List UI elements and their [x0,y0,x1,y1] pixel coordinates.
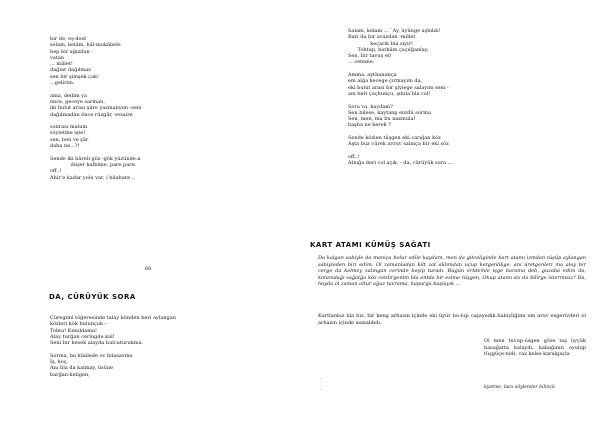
poem-line: daha ne...?! [50,143,80,150]
poem-line: Alnığa deri col açık, - da, cürüyük sora .... [348,160,454,167]
stanza [50,156,142,181]
poem-line: ...gelirim. [50,80,75,87]
poem-line: Barı da bir avazdan -millet [348,34,416,41]
poem-line: Sende közlen tüşgen eki carığan köz [348,135,441,142]
poem-line: közleri kök bulunçuk - [50,321,107,328]
stanza [348,135,454,148]
poem-line: İş, koç, [50,359,69,366]
body-paragraph-side: Ol men tuvup-ösgen göze taş üyçük basağatta kalaydı, kabağının oyulup tüşgüçe-nidi, caz kelse karalgaçla [484,338,586,358]
poem-line: Sen, bir tavuş et! [348,53,392,60]
stanza [348,28,454,66]
poem-line: Amma, aythanımça [348,72,397,79]
intro-paragraph: Da kalgan sabiyle da meniça bolur edile kaydam, men da gitceliginde kart atamı izmdan tüşüp aylangan sabiyleden biri edim. Ol zamanladan kilt zat aklımdan uçup ketgenlikge, anı üretgenleri ma alay bir cerge da kelmey salıngan cerinde beşip turadı. Bugün ertdemle işge barama deb, guzaba edim da, kolumdağı sağatğa köz cetdirgenim bla entda bir esime tüşgen, Okup atamı siz da bilirge istermisiz? Da, hayda ol zaman oltur ağuz tavrama, haparğa başlayık ... [318,255,586,288]
poem-line: eki bulut arası bir şiyiege salayım seni - [348,84,449,91]
poem-line: off..! [50,168,62,175]
section-title-story: KART ATAMI KÜMÜŞ SAĞATI [310,241,431,249]
poem-stanzas-top [50,36,142,187]
poem-line: düşer kalbime, pare pare. [50,161,137,168]
poem-line: keçarık bla siyır! [348,40,413,47]
poem-line: am beri çaçhunçu, şıhıla bla col! [348,90,431,97]
poem-line: Aşta buz cürek avruv salınça bir eki söz [348,141,449,148]
stanza [50,36,142,86]
poem-line: ... millet! [50,61,73,68]
poem-line: sen, ben ve şâr [50,136,89,143]
poem-line: dağlar dağılmaz [50,67,91,74]
page-number: 60 [145,266,152,272]
poem-line: off..! [348,153,360,160]
poem-line: iki bulut arası şiire yazmalıyım -seni [50,105,142,112]
poem-line: barğan-keligen, [50,371,90,378]
poem-line: Sen, men, ma bu nazmula! [348,116,416,123]
stanza [50,93,142,118]
poem-line: Sora va, kaydam? [348,103,393,110]
section-title: DA, CÜRÜYÜK SORA [49,293,136,301]
translated-poem-stanzas [348,28,454,173]
poem-line: Tohta! Kımıldama! [50,327,97,334]
poem-line: dağılmadan önce rüzgâr, vesaire [50,111,133,118]
poem-line: Sende iki hâreli göz -gök yüzünde.n [50,155,141,162]
stanza [50,353,176,378]
poem-line: önce, geceye sarmalı, [50,98,105,105]
decorative-dot: · [320,387,322,393]
poem-line: Ahir'e kadar yolu var, / bilahare .. [50,174,135,181]
photo-caption: kyetme, bazı söylemler bilinçli [484,385,555,390]
poem-line: başha ne kerek ? [348,122,391,129]
poem-stanzas-bottom [50,315,176,384]
poem-line: hep bir ağızdan - [50,48,93,55]
house-photo [324,331,424,414]
poem-line: vatan [50,54,65,61]
poem-line: ... ceteme. [348,59,375,66]
body-paragraph: Kartlanbız bla biz, bir keng arbazın içinde eki üyür bo-lup caşayedik.Sabiyliğimi em aruv esgerüvleri ol arbazın içinde asmalıbdı. [318,313,586,326]
poem-line: Sorma, bu künlede ov bilasavma [50,352,133,359]
stanza [348,154,454,167]
poem-line: Anı bla da kalmay, üsüne [50,365,114,372]
poem-line: selam, kelâm, hâl-mukâbele [50,42,121,49]
poem-line: em alğa kecegе çırmayım da, [348,78,423,85]
poem-line: Salam, kelam ... `Ay, üyünge aşhılık! [348,28,441,34]
right-page [300,0,600,433]
poem-line: Tohtap, barkâm çaçılğanlay, [348,46,429,53]
poem-line: Cüregimi töğeresinde talay künden beri aylangan [50,315,176,321]
stanza [348,104,454,129]
stanza [50,124,142,149]
poem-line: sen bir şimşek çak! [50,73,99,80]
poem-line: bir de, eş-dost [50,36,87,42]
stanza [50,315,176,346]
poem-line: söyletme işte! [50,130,86,137]
poem-line: Seni bir kesek alayda bulcuturukma. [50,340,144,347]
poem-line: ama, dedim ya [50,92,87,99]
poem-line: Alay turğan ceringde kal! [50,333,115,340]
poem-line: Sen bilese, kaytanp entdü sorma [348,109,431,116]
decorative-dot: · [320,376,322,382]
stanza [348,72,454,97]
poem-line: sonrası malum [50,124,88,131]
